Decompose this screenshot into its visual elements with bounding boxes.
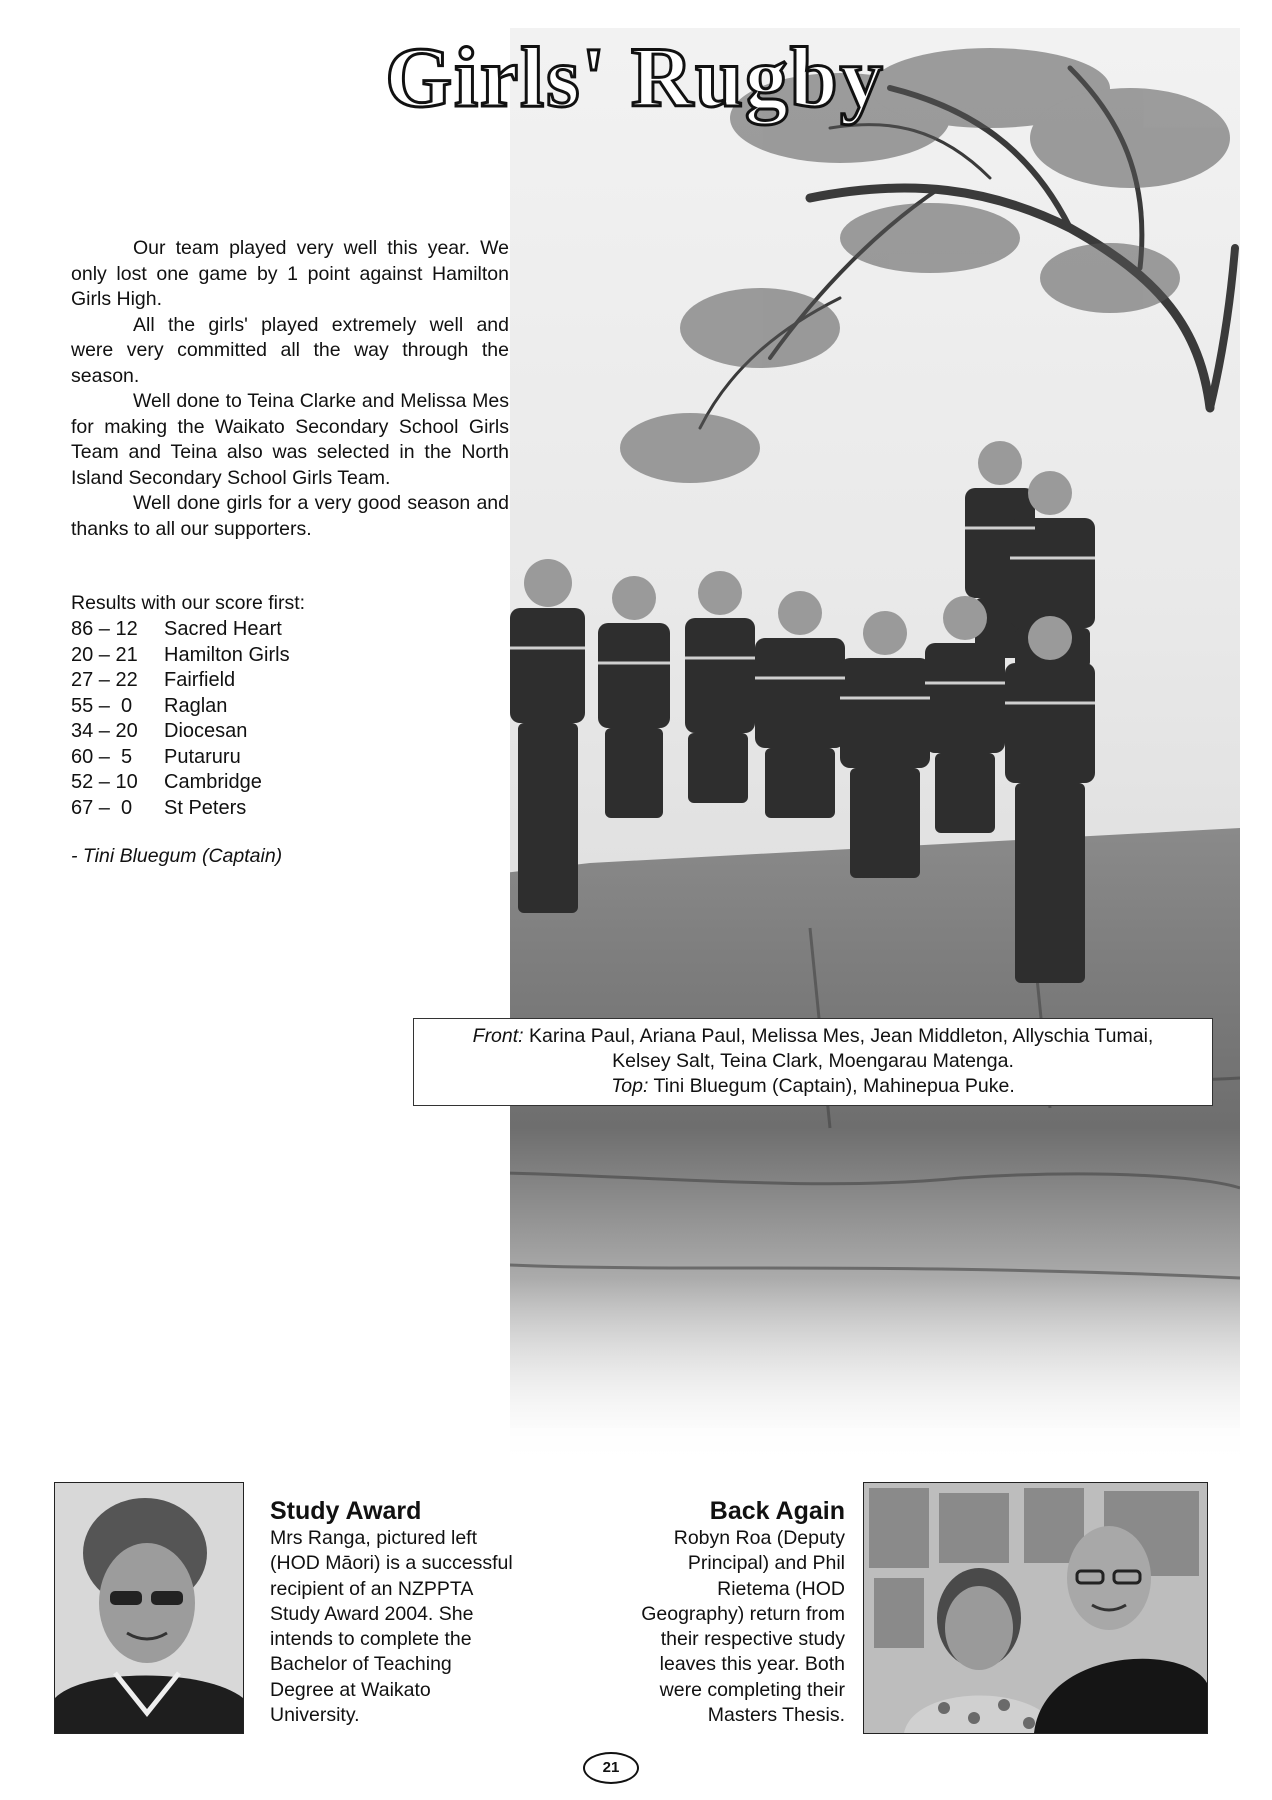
result-score: 55 – 0 <box>71 694 133 717</box>
article-paragraph: Well done to Teina Clarke and Melissa Mes for making the Waikato Secondary School Girls Team and Teina also was selected in the North Island Secondary School Girls Team. <box>71 390 509 489</box>
back-again-section <box>580 1496 845 1728</box>
portrait-illustration <box>55 1483 243 1733</box>
study-award-line: Mrs Ranga, pictured left <box>270 1527 478 1549</box>
back-again-heading: Back Again <box>709 1497 845 1525</box>
result-row <box>71 745 290 771</box>
result-score: 27 – 22 <box>71 669 138 691</box>
result-score: 67 – 0 <box>71 796 133 819</box>
article-author: - Tini Bluegum (Captain) <box>71 845 283 867</box>
study-award-line: Study Award 2004. She <box>270 1602 474 1625</box>
caption-top-names: Tini Bluegum (Captain), Mahinepua Puke. <box>648 1075 1015 1097</box>
article-body <box>71 236 509 542</box>
study-award-line: (HOD Māori) is a successful <box>270 1552 513 1575</box>
back-again-line: Robyn Roa (Deputy <box>673 1527 845 1549</box>
study-award-line: University. <box>270 1704 360 1727</box>
result-team: Sacred Heart <box>164 618 282 640</box>
page-number: 21 <box>583 1752 639 1784</box>
back-again-line: Masters Thesis. <box>707 1704 845 1727</box>
back-again-line: were completing their <box>659 1678 845 1701</box>
page-title <box>335 28 935 128</box>
portrait-photo-mrs-ranga <box>54 1482 244 1734</box>
article-paragraph: Our team played very well this year. We only lost one game by 1 point against Hamilton Girls High. <box>71 237 509 310</box>
result-team: Fairfield <box>164 669 236 691</box>
back-again-line: Rietema (HOD <box>717 1577 845 1600</box>
study-award-section <box>270 1496 570 1728</box>
back-again-line: their respective study <box>660 1628 845 1651</box>
portrait-photo-roa-rietema <box>863 1482 1208 1734</box>
study-award-heading: Study Award <box>270 1497 422 1525</box>
result-score: 86 – 12 <box>71 618 138 640</box>
caption-front-names-cont: Kelsey Salt, Teina Clark, Moengarau Matenga. <box>612 1050 1014 1072</box>
caption-top-line <box>414 1074 1212 1099</box>
result-row <box>71 643 290 669</box>
results-heading: Results with our score first: <box>71 592 306 614</box>
result-team: Putaruru <box>164 745 241 768</box>
photo-caption <box>413 1018 1213 1106</box>
result-row <box>71 617 290 643</box>
caption-front-line <box>414 1024 1212 1049</box>
result-row <box>71 796 290 822</box>
result-score: 52 – 10 <box>71 771 138 793</box>
result-team: Cambridge <box>164 771 262 793</box>
result-score: 34 – 20 <box>71 720 138 742</box>
back-again-line: Geography) return from <box>641 1602 845 1625</box>
result-score: 20 – 21 <box>71 643 138 666</box>
result-row <box>71 770 290 796</box>
study-award-line: recipient of an NZPPTA <box>270 1577 474 1600</box>
back-again-line: leaves this year. Both <box>659 1653 845 1676</box>
caption-top-label: Top: <box>611 1075 649 1097</box>
result-score: 60 – 5 <box>71 745 133 768</box>
study-award-line: intends to complete the <box>270 1628 472 1651</box>
study-award-body <box>270 1526 570 1728</box>
back-again-line: Principal) and Phil <box>687 1552 845 1575</box>
results-list <box>71 617 290 821</box>
result-row <box>71 668 290 694</box>
article-paragraph: Well done girls for a very good season and thanks to all our supporters. <box>71 492 509 540</box>
duo-portrait-illustration <box>864 1483 1207 1733</box>
result-team: St Peters <box>164 796 247 819</box>
result-team: Raglan <box>164 694 228 717</box>
back-again-body <box>580 1526 845 1728</box>
result-row <box>71 694 290 720</box>
article-paragraph: All the girls' played extremely well and were very committed all the way through the season. <box>71 313 509 387</box>
team-photo <box>510 28 1240 1458</box>
caption-front-label: Front: <box>472 1025 524 1047</box>
result-team: Diocesan <box>164 720 248 742</box>
team-photo-illustration <box>510 28 1240 1458</box>
result-team: Hamilton Girls <box>164 643 290 666</box>
caption-front-names: Karina Paul, Ariana Paul, Melissa Mes, Jean Middleton, Allyschia Tumai, <box>523 1025 1154 1047</box>
svg-text:Girls' Rugby: Girls' Rugby <box>385 29 885 125</box>
study-award-line: Degree at Waikato <box>270 1678 431 1701</box>
result-row <box>71 719 290 745</box>
study-award-line: Bachelor of Teaching <box>270 1653 452 1676</box>
